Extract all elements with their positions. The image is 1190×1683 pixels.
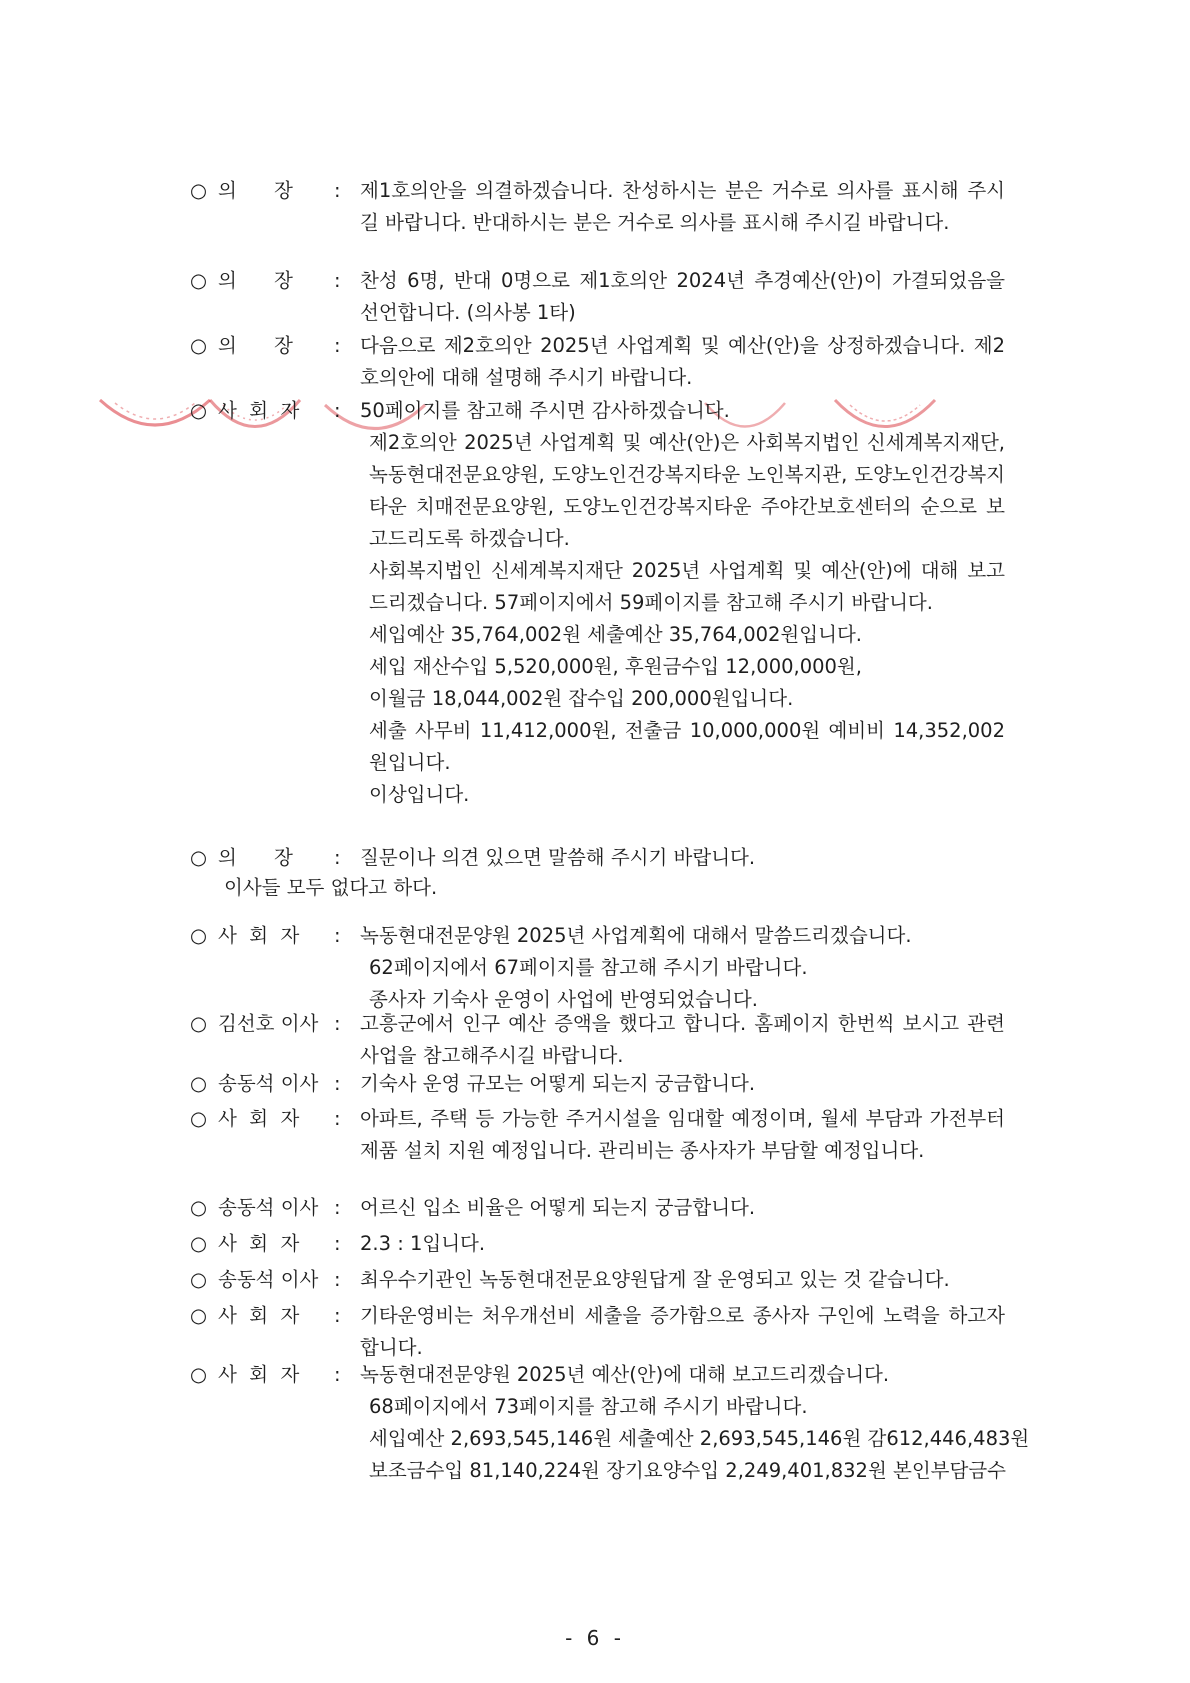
bullet: ○ (190, 399, 208, 422)
minutes-entry (190, 265, 1005, 329)
page-number: - 6 - (565, 1626, 625, 1650)
minutes-entry (190, 920, 1005, 1016)
speech-text: 기숙사 운영 규모는 어떻게 되는지 궁금합니다. (360, 1072, 756, 1095)
speech-paragraph: 제2호의안 2025년 사업계획 및 예산(안)은 사회복지법인 신세계복지재단, 녹동현대전문요양원, 도양노인건강복지타운 노인복지관, 도양노인건강복지타운 치매전문요양원, 도양노인건강복지타운 주야간보호센터의 순으로 보고드리도록 하겠습니다. (369, 431, 1005, 550)
speech-paragraph: 62페이지에서 67페이지를 참고해 주시기 바랍니다. (369, 956, 808, 979)
speaker-label: 사 회 자 (218, 924, 300, 947)
speaker-colon: : (334, 846, 341, 869)
speaker-label: 사 회 자 (218, 1107, 300, 1130)
speech-paragraph: 종사자 기숙사 운영이 사업에 반영되었습니다. (369, 988, 758, 1011)
speaker-label: 사 회 자 (218, 1304, 300, 1327)
bullet: ○ (190, 1363, 208, 1386)
speech-text: 다음으로 제2호의안 2025년 사업계획 및 예산(안)을 상정하겠습니다. 제2호의안에 대해 설명해 주시기 바랍니다. (360, 334, 1005, 389)
speaker-colon: : (334, 1304, 341, 1327)
speech-paragraph: 세입예산 2,693,545,146원 세출예산 2,693,545,146원 감612,446,483원 (369, 1427, 1030, 1450)
speaker-label: 송동석 이사 (218, 1268, 319, 1291)
minutes-entry (190, 1008, 1005, 1072)
speaker-label: 사 회 자 (218, 1232, 300, 1255)
speech-text: 제1호의안을 의결하겠습니다. 찬성하시는 분은 거수로 의사를 표시해 주시길 바랍니다. 반대하시는 분은 거수로 의사를 표시해 주시길 바랍니다. (360, 179, 1005, 234)
speaker-colon: : (334, 1072, 341, 1095)
speaker-label: 사 회 자 (218, 1363, 300, 1386)
speech-text: 어르신 입소 비율은 어떻게 되는지 궁금합니다. (360, 1196, 756, 1219)
bullet: ○ (190, 846, 208, 869)
bullet: ○ (190, 334, 208, 357)
bullet: ○ (190, 924, 208, 947)
minutes-entry (190, 1192, 1005, 1224)
bullet: ○ (190, 1268, 208, 1291)
speech-paragraph: 세출 사무비 11,412,000원, 전출금 10,000,000원 예비비 14,352,002원입니다. (369, 719, 1005, 774)
speech-text: 아파트, 주택 등 가능한 주거시설을 임대할 예정이며, 월세 부담과 가전부터 제품 설치 지원 예정입니다. 관리비는 종사자가 부담할 예정입니다. (360, 1107, 1005, 1162)
speaker-label: 송동석 이사 (218, 1072, 319, 1095)
speech-text: 최우수기관인 녹동현대전문요양원답게 잘 운영되고 있는 것 같습니다. (360, 1268, 950, 1291)
minutes-entry (190, 1359, 1030, 1487)
minutes-entry (190, 175, 1005, 239)
minutes-entry (190, 842, 1005, 874)
speech-text: 기타운영비는 처우개선비 세출을 증가함으로 종사자 구인에 노력을 하고자 합니다. (360, 1304, 1005, 1359)
speaker-colon: : (334, 1268, 341, 1291)
bullet: ○ (190, 1012, 208, 1035)
speaker-colon: : (334, 924, 341, 947)
speech-text: 고흥군에서 인구 예산 증액을 했다고 합니다. 홈페이지 한번씩 보시고 관련 사업을 참고해주시길 바랍니다. (360, 1012, 1005, 1067)
bullet: ○ (190, 1107, 208, 1130)
minutes-entry (190, 1228, 1005, 1260)
speech-paragraph: 이월금 18,044,002원 잡수입 200,000원입니다. (369, 687, 794, 710)
speech-text: 50페이지를 참고해 주시면 감사하겠습니다. (360, 399, 730, 422)
speaker-label: 사 회 자 (218, 399, 300, 422)
speaker-colon: : (334, 269, 341, 292)
speaker-label: 의 장 (218, 269, 293, 292)
speaker-label: 의 장 (218, 846, 293, 869)
speaker-label: 송동석 이사 (218, 1196, 319, 1219)
speaker-label: 김선호 이사 (218, 1012, 319, 1035)
speech-paragraph: 보조금수입 81,140,224원 장기요양수입 2,249,401,832원 본인부담금수 (369, 1459, 1007, 1482)
bullet: ○ (190, 1232, 208, 1255)
speaker-colon: : (334, 1107, 341, 1130)
minutes-note: 이사들 모두 없다고 하다. (224, 876, 438, 899)
minutes-entry (190, 330, 1005, 394)
speaker-label: 의 장 (218, 334, 293, 357)
minutes-entry (190, 395, 1005, 811)
speech-text: 찬성 6명, 반대 0명으로 제1호의안 2024년 추경예산(안)이 가결되었음을 선언합니다. (의사봉 1타) (360, 269, 1005, 324)
speech-paragraph: 세입예산 35,764,002원 세출예산 35,764,002원입니다. (369, 623, 862, 646)
bullet: ○ (190, 179, 208, 202)
speech-paragraph: 이상입니다. (369, 783, 470, 806)
speaker-colon: : (334, 399, 341, 422)
speaker-colon: : (334, 1232, 341, 1255)
speech-paragraph: 세입 재산수입 5,520,000원, 후원금수입 12,000,000원, (369, 655, 862, 678)
speech-paragraph: 사회복지법인 신세계복지재단 2025년 사업계획 및 예산(안)에 대해 보고 드리겠습니다. 57페이지에서 59페이지를 참고해 주시기 바랍니다. (369, 559, 1005, 614)
minutes-entry (190, 1068, 1005, 1100)
bullet: ○ (190, 1304, 208, 1327)
speech-text: 녹동현대전문양원 2025년 사업계획에 대해서 말씀드리겠습니다. (360, 924, 912, 947)
speaker-label: 의 장 (218, 179, 293, 202)
speech-text: 2.3 : 1입니다. (360, 1232, 486, 1255)
speaker-colon: : (334, 334, 341, 357)
bullet: ○ (190, 1196, 208, 1219)
speaker-colon: : (334, 1196, 341, 1219)
minutes-entry (190, 1300, 1005, 1364)
speaker-colon: : (334, 1363, 341, 1386)
bullet: ○ (190, 1072, 208, 1095)
speaker-colon: : (334, 1012, 341, 1035)
speech-text: 질문이나 의견 있으면 말씀해 주시기 바랍니다. (360, 846, 756, 869)
speech-paragraph: 68페이지에서 73페이지를 참고해 주시기 바랍니다. (369, 1395, 808, 1418)
bullet: ○ (190, 269, 208, 292)
speaker-colon: : (334, 179, 341, 202)
minutes-entry (190, 1264, 1005, 1296)
minutes-entry (190, 1103, 1005, 1167)
speech-text: 녹동현대전문양원 2025년 예산(안)에 대해 보고드리겠습니다. (360, 1363, 890, 1386)
